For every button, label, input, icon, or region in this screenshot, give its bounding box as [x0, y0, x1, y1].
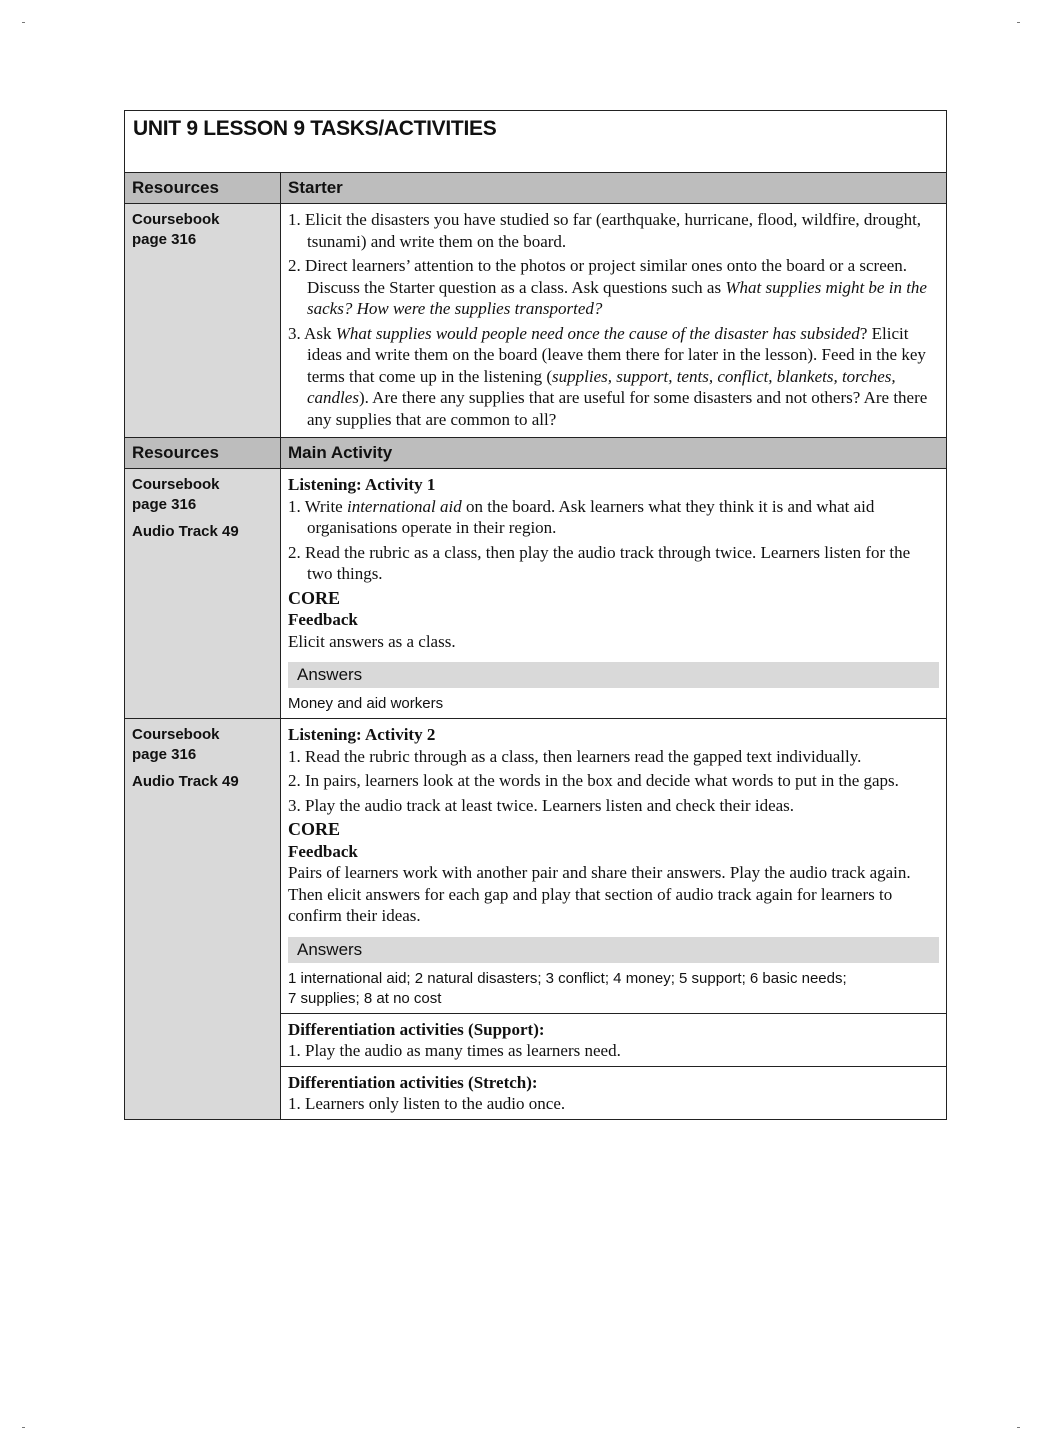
activity1-heading: Listening: Activity 1	[288, 475, 436, 494]
resources-header: Resources	[125, 173, 281, 203]
crop-mark	[22, 1427, 25, 1428]
support-block	[281, 1013, 946, 1066]
crop-mark	[22, 22, 25, 23]
list-item: 1. Elicit the disasters you have studied so far (earthquake, hurricane, flood, wildfire, drought, tsunami) and write them on the board.	[288, 210, 922, 251]
crop-mark	[1017, 1427, 1020, 1428]
resource-audio: Audio Track 49	[132, 523, 239, 540]
answers-line: 7 supplies; 8 at no cost	[288, 989, 442, 1007]
starter-row	[125, 204, 946, 438]
resource-page: page 316	[132, 746, 197, 763]
stretch-step: 1. Learners only listen to the audio once.	[288, 1094, 566, 1113]
resource-page: page 316	[132, 231, 197, 248]
answers-line: 1 international aid; 2 natural disasters; 3 conflict; 4 money; 5 support; 6 basic needs;	[288, 969, 847, 987]
starter-content	[281, 204, 946, 437]
support-step: 1. Play the audio as many times as learners need.	[288, 1041, 621, 1060]
answers-text: Money and aid workers	[288, 695, 444, 712]
resource-coursebook: Coursebook	[132, 726, 220, 743]
resources-header: Resources	[125, 438, 281, 468]
list-item: 2. Read the rubric as a class, then play the audio track through twice. Learners listen for the two things.	[288, 542, 911, 583]
feedback-text: Pairs of learners work with another pair and share their answers. Play the audio track again. Then elicit answers for each gap and play that section of audio track again for learners to confirm their ideas.	[288, 863, 911, 925]
support-heading: Differentiation activities (Support):	[288, 1019, 545, 1039]
activity2-content	[281, 719, 946, 1119]
main-header-row	[125, 438, 946, 469]
list-item: 2. Direct learners’ attention to the photos or project similar ones onto the board or a screen. Discuss the Starter question as a class. Ask questions such as What supplies might be in the sacks? How were the supplies transported?	[288, 256, 927, 318]
core-label: CORE	[288, 819, 341, 839]
page-title: UNIT 9 LESSON 9 TASKS/ACTIVITIES	[133, 117, 497, 140]
starter-resources	[125, 204, 281, 437]
resource-coursebook: Coursebook	[132, 476, 220, 493]
answers-header: Answers	[288, 937, 939, 963]
starter-header-row	[125, 173, 946, 204]
starter-header: Starter	[281, 173, 946, 203]
resource-coursebook: Coursebook	[132, 211, 220, 228]
activity1-steps	[288, 496, 939, 585]
feedback-label: Feedback	[288, 610, 358, 629]
list-item: 2. In pairs, learners look at the words in the box and decide what words to put in the gaps.	[288, 771, 899, 790]
list-item: 3. Ask What supplies would people need once the cause of the disaster has subsided? Elicit ideas and write them on the board (leave them there for later in the lesson). Feed in the key terms that come up in the listening (supplies, support, tents, conflict, blankets, torches, candles). Are there any supplies that are useful for some disasters and not others? Are there any supplies that are common to all?	[288, 323, 928, 429]
answers-text	[288, 969, 939, 1009]
activity2-heading: Listening: Activity 2	[288, 725, 436, 744]
activity1-row	[125, 469, 946, 719]
activity2-resources	[125, 719, 281, 1119]
feedback-label: Feedback	[288, 841, 358, 861]
list-item: 3. Play the audio track at least twice. Learners listen and check their ideas.	[288, 795, 795, 815]
activity1-content	[281, 469, 946, 718]
title-row	[125, 111, 946, 173]
list-item: 1. Read the rubric through as a class, then learners read the gapped text individually.	[288, 746, 862, 766]
activity2-row	[125, 719, 946, 1119]
crop-mark	[1017, 22, 1020, 23]
resource-page: page 316	[132, 496, 197, 513]
stretch-block	[281, 1066, 946, 1119]
main-activity-header: Main Activity	[281, 438, 946, 468]
core-label: CORE	[288, 587, 341, 608]
answers-header: Answers	[288, 662, 939, 688]
starter-steps	[288, 209, 939, 430]
activity1-resources	[125, 469, 281, 718]
lesson-table	[124, 110, 947, 1120]
list-item: 1. Write international aid on the board. Ask learners what they think it is and what aid organisations operate in their region.	[288, 496, 875, 537]
resource-audio: Audio Track 49	[132, 773, 239, 790]
feedback-text: Elicit answers as a class.	[288, 631, 456, 651]
stretch-heading: Differentiation activities (Stretch):	[288, 1072, 538, 1092]
activity2-steps	[288, 746, 939, 817]
